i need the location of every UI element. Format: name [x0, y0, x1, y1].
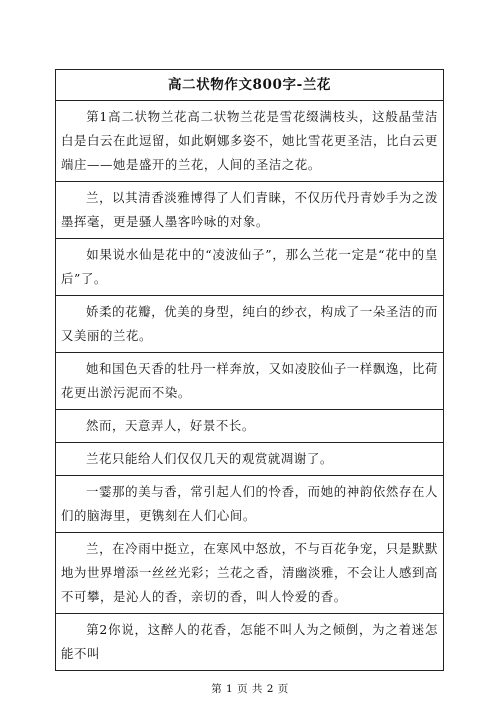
- paragraph-row: [56, 410, 444, 443]
- paragraph-row: [56, 353, 444, 410]
- page-number-footer: 第 1 页 共 2 页: [211, 683, 289, 695]
- paragraph-text: 兰，以其清香淡雅博得了人们青睐，不仅历代丹青妙手为之泼墨挥毫，更是骚人墨客吟咏的对象。: [61, 190, 438, 229]
- paragraph-text: 第2你说，这醉人的花香，怎能不叫人为之倾倒，为之着迷怎能不叫: [61, 622, 438, 661]
- title-row: [56, 70, 444, 101]
- paragraph-text: 一霎那的美与香，常引起人们的怜香，而她的神韵依然存在人们的脑海里，更镌刻在人们心间。: [61, 484, 438, 523]
- paragraph-text: 如果说水仙是花中的“凌波仙子”，那么兰花一定是“花中的皇后”了。: [61, 247, 438, 286]
- document-sheet: [55, 69, 444, 671]
- essay-table: [55, 69, 444, 671]
- paragraph-text: 娇柔的花瓣，优美的身型，纯白的纱衣，构成了一朵圣洁的而又美丽的兰花。: [61, 304, 438, 343]
- paragraph-text: 兰，在冷雨中挺立，在寒风中怒放，不与百花争宠，只是默默地为世界增添一丝丝光彩；兰花之香，清幽淡雅，不会让人感到高不可攀，是沁人的香，亲切的香，叫人怜爱的香。: [61, 541, 438, 604]
- document-title: 高二状物作文800字-兰花: [56, 70, 444, 101]
- paragraph-row: [56, 476, 444, 533]
- paragraph-text: 兰花只能给人们仅仅几天的观赏就凋谢了。: [86, 451, 333, 466]
- paragraph-row: [56, 614, 444, 671]
- paragraph-row: [56, 239, 444, 296]
- paragraph-text: 第1高二状物兰花高二状物兰花是雪花缀满枝头，这般晶莹洁白是白云在此逗留，如此婀娜多姿不，她比雪花更圣洁，比白云更端庄——她是盛开的兰花，人间的圣洁之花。: [61, 109, 438, 172]
- paragraph-row: [56, 182, 444, 239]
- paragraph-text: 然而，天意弄人，好景不长。: [86, 418, 255, 433]
- paragraph-text: 她和国色天香的牡丹一样奔放，又如凌胶仙子一样飘逸，比荷花更出淤污泥而不染。: [61, 361, 438, 400]
- paragraph-row: [56, 296, 444, 353]
- paragraph-row: [56, 443, 444, 476]
- paragraph-row: [56, 101, 444, 182]
- paragraph-row: [56, 533, 444, 614]
